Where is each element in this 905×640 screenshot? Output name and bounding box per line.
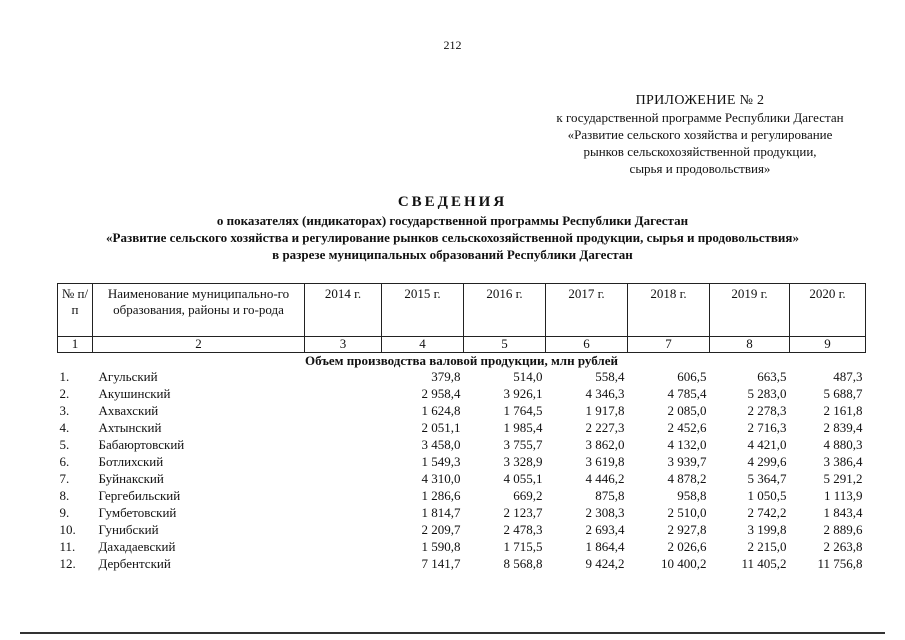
row-number: 3. (59, 403, 70, 418)
value-cell: 3 619,8 (585, 454, 625, 469)
municipality-name: Ботлихский (98, 454, 164, 469)
value-cell: 3 939,7 (667, 454, 707, 469)
value-cell-empty (305, 487, 382, 504)
value-cell: 2 510,0 (667, 505, 707, 520)
document-heading (0, 194, 905, 263)
value-cell: 10 400,2 (661, 556, 707, 571)
value-cell: 3 328,9 (503, 454, 543, 469)
value-cell: 3 755,7 (503, 437, 543, 452)
header-year: 2019 г. (710, 284, 790, 337)
table-row (58, 504, 866, 521)
value-cell: 4 055,1 (503, 471, 543, 486)
value-cell: 379,8 (431, 369, 461, 384)
header-year: 2015 г. (382, 284, 464, 337)
table-row (58, 368, 866, 385)
appendix-title: ПРИЛОЖЕНИЕ № 2 (635, 93, 765, 108)
row-number: 10. (59, 522, 76, 537)
table-row (58, 402, 866, 419)
header-name: Наименование муниципально-го образования, районы и го-рода (93, 284, 305, 337)
value-cell: 5 688,7 (823, 386, 863, 401)
heading-title: СВЕДЕНИЯ (397, 194, 508, 210)
value-cell: 1 113,9 (823, 488, 863, 503)
row-number: 4. (59, 420, 70, 435)
value-cell: 2 958,4 (421, 386, 461, 401)
value-cell: 2 123,7 (503, 505, 543, 520)
municipality-name: Гумбетовский (98, 505, 177, 520)
value-cell-empty (305, 555, 382, 572)
heading-line: «Развитие сельского хозяйства и регулирование рынков сельскохозяйственной продукции, сырья и продовольствия» (106, 230, 799, 245)
value-cell: 2 889,6 (823, 522, 863, 537)
municipality-name: Дербентский (98, 556, 171, 571)
value-cell: 514,0 (513, 369, 543, 384)
value-cell: 2 051,1 (421, 420, 461, 435)
value-cell: 11 405,2 (741, 556, 787, 571)
table-row (58, 470, 866, 487)
table-row (58, 436, 866, 453)
value-cell: 4 880,3 (823, 437, 863, 452)
column-number: 2 (93, 337, 305, 353)
header-year: 2014 г. (305, 284, 382, 337)
value-cell: 3 199,8 (747, 522, 787, 537)
row-number: 2. (59, 386, 70, 401)
value-cell: 3 862,0 (585, 437, 625, 452)
column-number: 6 (546, 337, 628, 353)
value-cell: 2 026,6 (667, 539, 707, 554)
appendix-line: к государственной программе Республики Дагестан (556, 110, 844, 125)
indicators-table (57, 283, 866, 572)
heading-line: о показателях (индикаторах) государственной программы Республики Дагестан (216, 213, 689, 228)
appendix-line: рынков сельскохозяйственной продукции, (583, 144, 817, 159)
header-year: 2020 г. (790, 284, 866, 337)
municipality-name: Дахадаевский (98, 539, 176, 554)
value-cell: 1 590,8 (421, 539, 461, 554)
table-row (58, 521, 866, 538)
row-number: 7. (59, 471, 70, 486)
municipality-name: Гергебильский (98, 488, 181, 503)
value-cell: 2 263,8 (823, 539, 863, 554)
value-cell: 1 764,5 (503, 403, 543, 418)
table-row (58, 487, 866, 504)
header-year: 2017 г. (546, 284, 628, 337)
row-number: 9. (59, 505, 70, 520)
appendix-line: «Развитие сельского хозяйства и регулирование (567, 127, 833, 142)
row-number: 12. (59, 556, 76, 571)
value-cell: 3 386,4 (823, 454, 863, 469)
value-cell: 4 421,0 (747, 437, 787, 452)
value-cell-empty (305, 504, 382, 521)
value-cell: 4 299,6 (747, 454, 787, 469)
municipality-name: Ахвахский (98, 403, 159, 418)
value-cell: 8 568,8 (503, 556, 543, 571)
value-cell: 2 693,4 (585, 522, 625, 537)
value-cell: 4 878,2 (667, 471, 707, 486)
section-title: Объем производства валовой продукции, млн рублей (305, 353, 618, 368)
value-cell: 606,5 (677, 369, 707, 384)
municipality-name: Акушинский (98, 386, 171, 401)
value-cell-empty (305, 470, 382, 487)
value-cell: 2 085,0 (667, 403, 707, 418)
row-number: 1. (59, 369, 70, 384)
value-cell: 2 209,7 (421, 522, 461, 537)
value-cell: 5 283,0 (747, 386, 787, 401)
page-bottom-rule (20, 632, 885, 634)
column-number-row (58, 337, 866, 353)
value-cell: 2 452,6 (667, 420, 707, 435)
value-cell: 5 364,7 (747, 471, 787, 486)
value-cell: 1 843,4 (823, 505, 863, 520)
value-cell: 4 785,4 (667, 386, 707, 401)
value-cell: 3 926,1 (503, 386, 543, 401)
table-row (58, 555, 866, 572)
value-cell: 1 814,7 (421, 505, 461, 520)
municipality-name: Гунибский (98, 522, 159, 537)
value-cell-empty (305, 402, 382, 419)
row-number: 6. (59, 454, 70, 469)
column-number: 1 (58, 337, 93, 353)
table-row (58, 453, 866, 470)
value-cell: 4 132,0 (667, 437, 707, 452)
value-cell: 1 549,3 (421, 454, 461, 469)
value-cell-empty (305, 368, 382, 385)
value-cell: 11 756,8 (817, 556, 863, 571)
section-row (58, 353, 866, 369)
heading-line: в разрезе муниципальных образований Республики Дагестан (272, 247, 633, 262)
value-cell: 4 310,0 (421, 471, 461, 486)
table-row (58, 419, 866, 436)
value-cell: 958,8 (677, 488, 707, 503)
value-cell: 875,8 (595, 488, 625, 503)
municipality-name: Ахтынский (98, 420, 162, 435)
value-cell: 2 839,4 (823, 420, 863, 435)
value-cell-empty (305, 385, 382, 402)
value-cell-empty (305, 419, 382, 436)
value-cell: 2 227,3 (585, 420, 625, 435)
value-cell: 4 346,3 (585, 386, 625, 401)
column-number: 8 (710, 337, 790, 353)
value-cell: 558,4 (595, 369, 625, 384)
value-cell: 1 715,5 (503, 539, 543, 554)
municipality-name: Буйнакский (98, 471, 164, 486)
appendix-block (520, 92, 880, 177)
value-cell: 1 624,8 (421, 403, 461, 418)
column-number: 9 (790, 337, 866, 353)
table-header-row (58, 284, 866, 337)
row-number: 5. (59, 437, 70, 452)
value-cell: 2 308,3 (585, 505, 625, 520)
table-body (58, 353, 866, 573)
value-cell: 2 716,3 (747, 420, 787, 435)
value-cell: 1 050,5 (747, 488, 787, 503)
municipality-name: Агульский (98, 369, 158, 384)
value-cell: 2 478,3 (503, 522, 543, 537)
value-cell-empty (305, 453, 382, 470)
value-cell: 5 291,2 (823, 471, 863, 486)
value-cell: 663,5 (757, 369, 787, 384)
row-number: 11. (59, 539, 76, 554)
value-cell: 7 141,7 (421, 556, 461, 571)
value-cell: 1 985,4 (503, 420, 543, 435)
header-year: 2016 г. (464, 284, 546, 337)
value-cell: 2 927,8 (667, 522, 707, 537)
row-number: 8. (59, 488, 70, 503)
value-cell: 487,3 (833, 369, 863, 384)
value-cell: 2 161,8 (823, 403, 863, 418)
value-cell: 4 446,2 (585, 471, 625, 486)
value-cell: 2 742,2 (747, 505, 787, 520)
value-cell: 1 864,4 (585, 539, 625, 554)
value-cell: 2 215,0 (747, 539, 787, 554)
appendix-line: сырья и продовольствия» (629, 161, 771, 176)
value-cell: 2 278,3 (747, 403, 787, 418)
value-cell-empty (305, 521, 382, 538)
table-row (58, 385, 866, 402)
header-num: № п/п (58, 284, 93, 337)
column-number: 5 (464, 337, 546, 353)
municipality-name: Бабаюртовский (98, 437, 185, 452)
header-year: 2018 г. (628, 284, 710, 337)
value-cell: 3 458,0 (421, 437, 461, 452)
column-number: 4 (382, 337, 464, 353)
value-cell: 9 424,2 (585, 556, 625, 571)
value-cell: 669,2 (513, 488, 543, 503)
table-row (58, 538, 866, 555)
column-number: 7 (628, 337, 710, 353)
value-cell: 1 917,8 (585, 403, 625, 418)
value-cell-empty (305, 538, 382, 555)
value-cell: 1 286,6 (421, 488, 461, 503)
column-number: 3 (305, 337, 382, 353)
value-cell-empty (305, 436, 382, 453)
page-number: 212 (443, 38, 462, 52)
